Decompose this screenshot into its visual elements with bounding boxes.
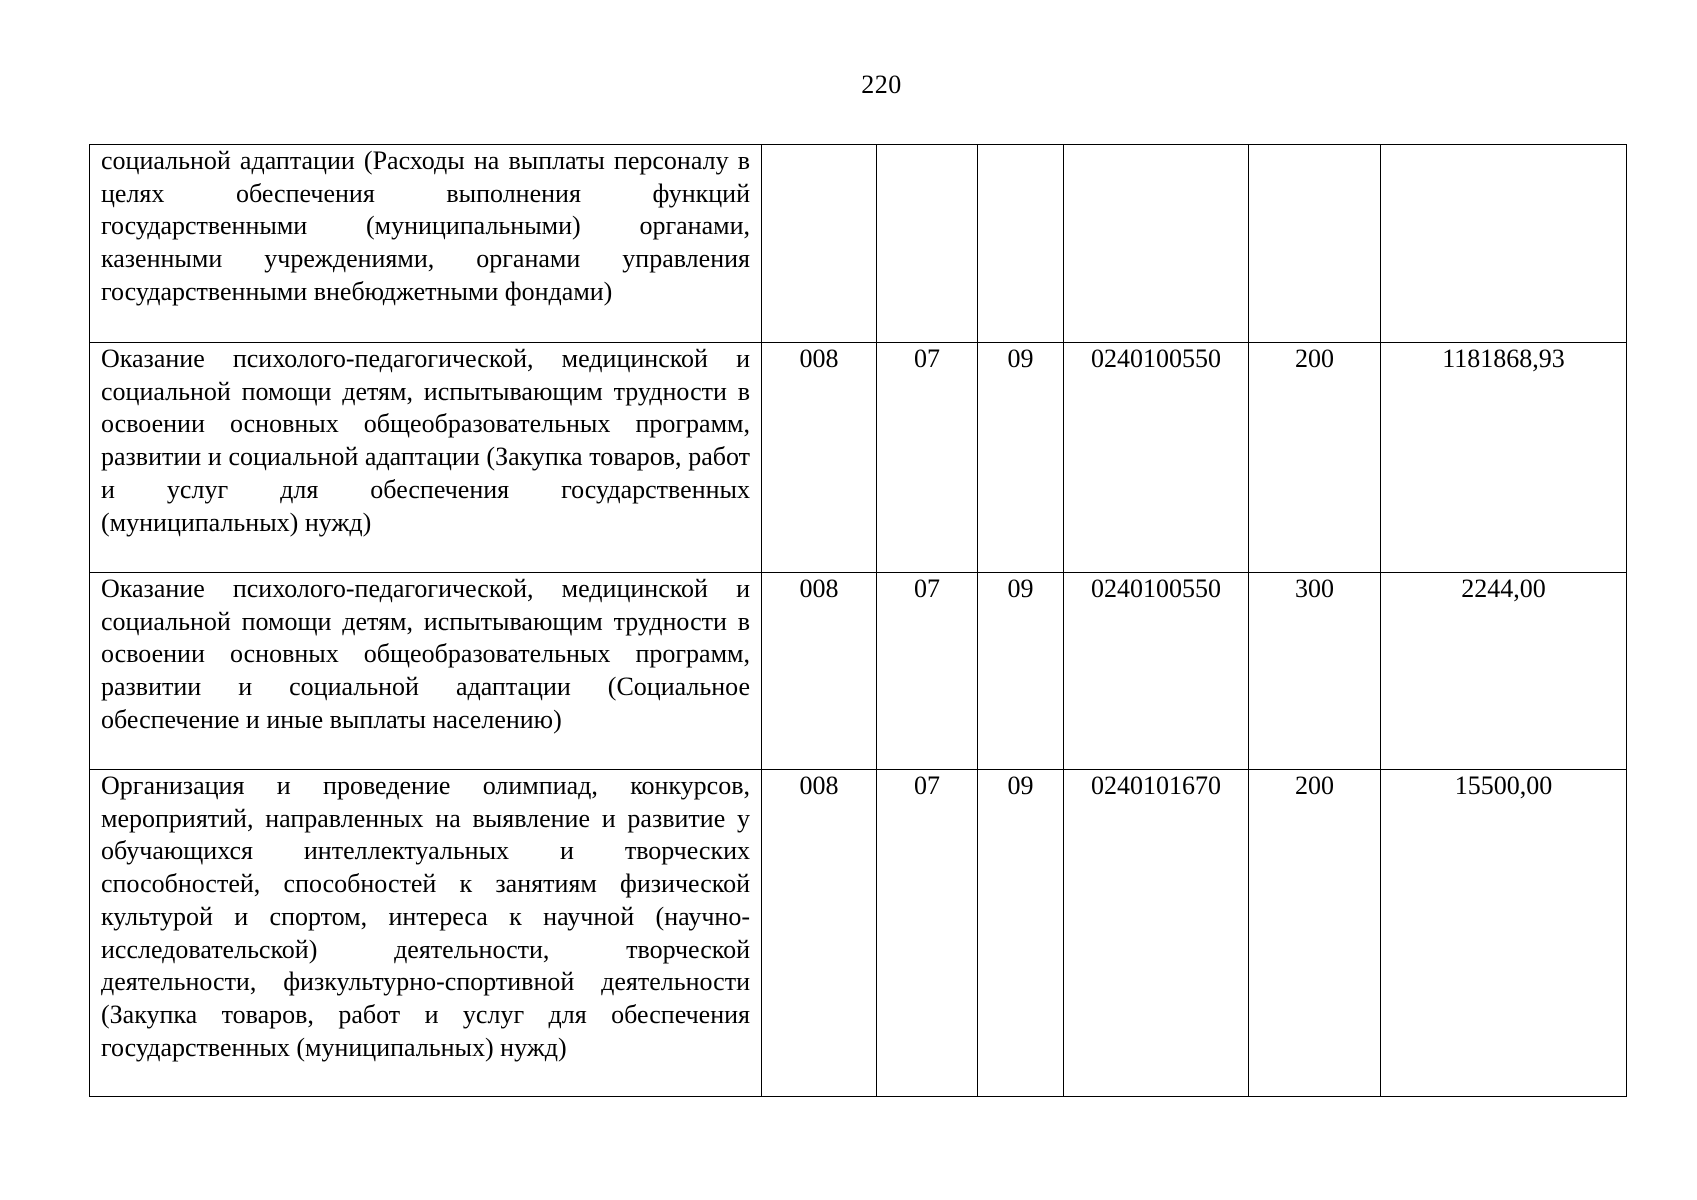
expense-type-code <box>1249 145 1381 343</box>
table-row <box>90 770 1627 1097</box>
table-row <box>90 343 1627 573</box>
row-description: Организация и проведение олимпиад, конкурсов, мероприятий, направленных на выявление и развитие у обучающихся интеллектуальных и творческих способностей, способностей к занятиям физической культурой и спортом, интереса к научной (научно-исследовательской) деятельности, творческой деятельности, физкультурно-спортивной деятельности (Закупка товаров, работ и услуг для обеспечения государственных (муниципальных) нужд) <box>90 770 762 1097</box>
expense-type-code: 200 <box>1249 770 1381 1097</box>
ministry-code: 008 <box>762 573 877 770</box>
amount <box>1381 145 1627 343</box>
target-article-code: 0240101670 <box>1064 770 1249 1097</box>
subsection-code: 09 <box>978 770 1064 1097</box>
row-description: Оказание психолого-педагогической, медицинской и социальной помощи детям, испытывающим трудности в освоении основных общеобразовательных программ, развитии и социальной адаптации (Закупка товаров, работ и услуг для обеспечения государственных (муниципальных) нужд) <box>90 343 762 573</box>
subsection-code <box>978 145 1064 343</box>
subsection-code: 09 <box>978 343 1064 573</box>
section-code: 07 <box>877 573 978 770</box>
ministry-code: 008 <box>762 343 877 573</box>
row-description: Оказание психолого-педагогической, медицинской и социальной помощи детям, испытывающим трудности в освоении основных общеобразовательных программ, развитии и социальной адаптации (Социальное обеспечение и иные выплаты населению) <box>90 573 762 770</box>
target-article-code <box>1064 145 1249 343</box>
amount: 15500,00 <box>1381 770 1627 1097</box>
ministry-code <box>762 145 877 343</box>
subsection-code: 09 <box>978 573 1064 770</box>
expense-type-code: 300 <box>1249 573 1381 770</box>
ministry-code: 008 <box>762 770 877 1097</box>
section-code: 07 <box>877 343 978 573</box>
table-row <box>90 145 1627 343</box>
section-code: 07 <box>877 770 978 1097</box>
page-number: 220 <box>861 70 902 99</box>
budget-table <box>89 144 1627 1097</box>
row-description: социальной адаптации (Расходы на выплаты персоналу в целях обеспечения выполнения функций государственными (муниципальными) органами, казенными учреждениями, органами управления государственными внебюджетными фондами) <box>90 145 762 343</box>
target-article-code: 0240100550 <box>1064 343 1249 573</box>
amount: 1181868,93 <box>1381 343 1627 573</box>
target-article-code: 0240100550 <box>1064 573 1249 770</box>
expense-type-code: 200 <box>1249 343 1381 573</box>
table-row <box>90 573 1627 770</box>
amount: 2244,00 <box>1381 573 1627 770</box>
section-code <box>877 145 978 343</box>
